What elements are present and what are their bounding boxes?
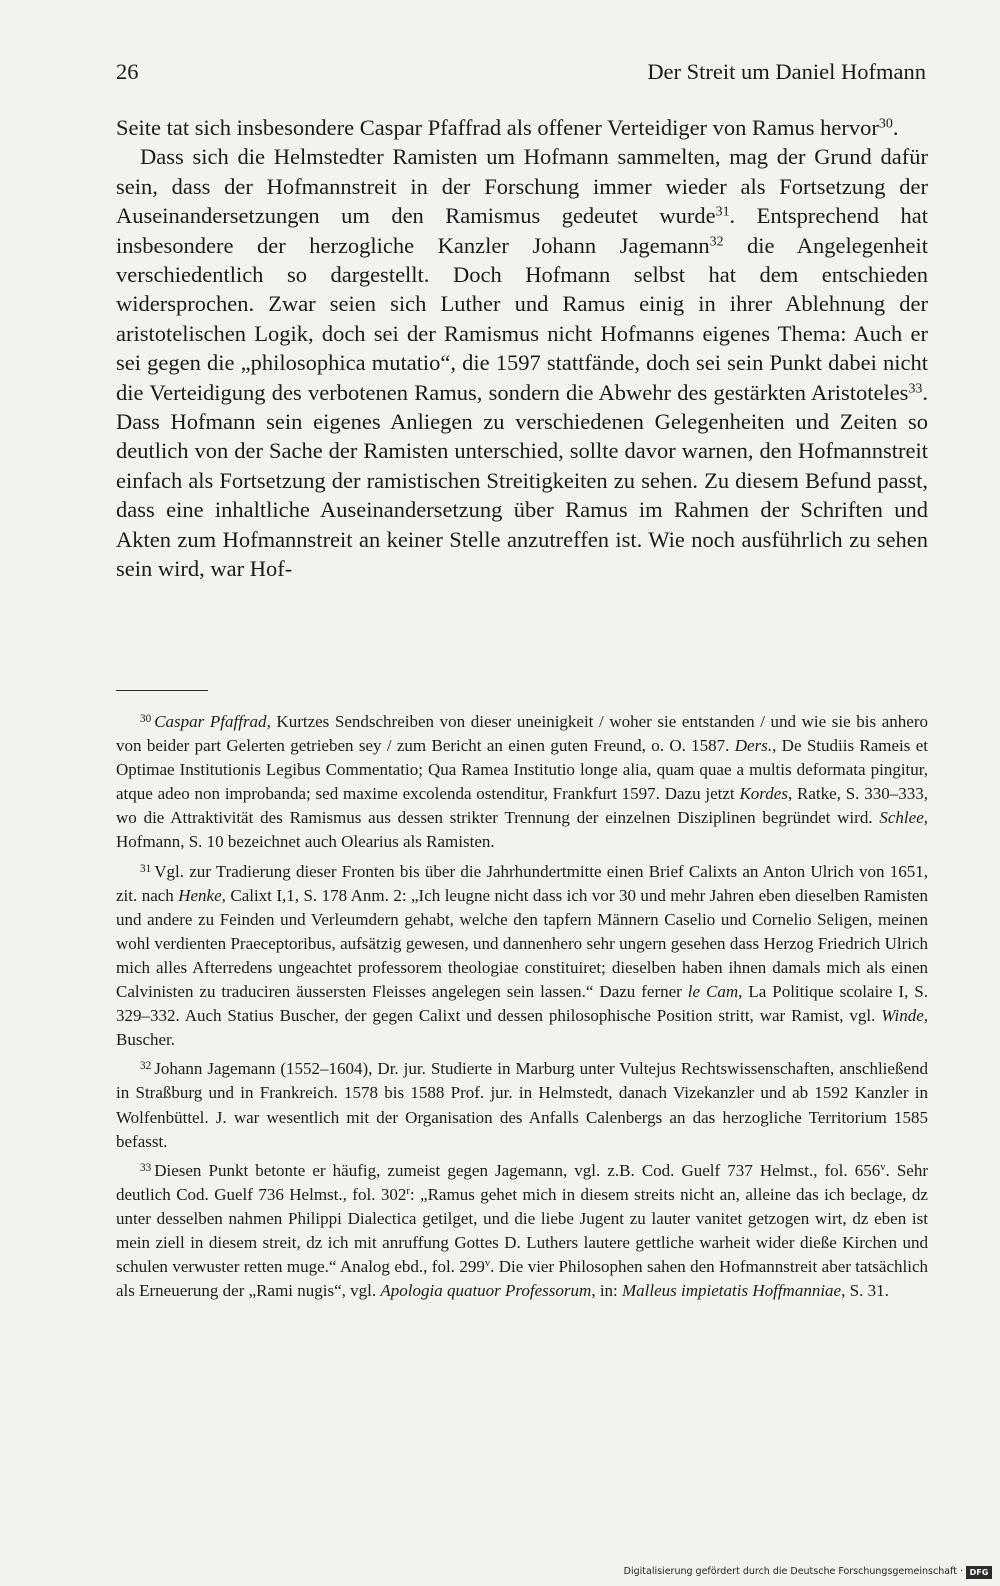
footnote-number: 31 [140, 862, 152, 875]
footnote [116, 710, 928, 855]
footnote-number: 30 [140, 712, 152, 725]
text-run: . [892, 115, 899, 140]
italic-text: Henke [178, 885, 222, 905]
text-run: . Sehr deutlich Cod. Guelf 736 Helmst., fol. 302 [116, 1160, 928, 1204]
text-run: , Kurtzes Sendschreiben von dieser uneinigkeit / woher sie entstanden / und wie sie bis anhero von beider part Gelerten getrieben sey / zum Bericht an einen guten Freund, o. O. 1587. [116, 712, 928, 756]
superscript: 30 [878, 116, 893, 132]
text-run: Seite tat sich insbesondere Caspar Pfaffrad als offener Verteidiger von Ramus hervor [116, 115, 879, 140]
text-run: : „Ramus gehet mich in diesem streits nicht an, alleine das ich beclage, dz unter desselben nahmen Philippi Dialectica getilget, und die liebe Jugent zu lauter vanitet getzogen wirt, dz eben ist mein ziell in diesem streit, dz ich mit anruffung Gottes D. Luthers lautere gettliche warheit wider dieße Kirchen und schulen verwuster retten muge.“ Analog ebd., fol. 299 [116, 1184, 928, 1277]
dfg-logo-icon: DFG [966, 1566, 992, 1579]
text-run: Johann Jagemann (1552–1604), Dr. jur. Studierte in Marburg unter Vultejus Rechtswissenschaften, anschließend in Straßburg und in Frankreich. 1578 bis 1588 Prof. jur. in Helmstedt, danach Vizekanzler und ab 1592 Kanzler in Wolfenbüttel. J. war wesentlich mit der Organisation des Anfalls Calenbergs an das herzogliche Territorium 1585 befasst. [116, 1059, 928, 1151]
italic-text: Caspar Pfaffrad [154, 712, 267, 731]
footnote-number: 33 [140, 1161, 152, 1174]
footnote-number: 32 [140, 1060, 152, 1073]
italic-text: Ders. [734, 736, 773, 756]
text-run: , La Politique scolaire I, S. 329–332. Auch Statius Buscher, der gegen Calixt und dessen philosophische Position stritt, war Ramist, vgl. [116, 982, 928, 1026]
text-run: Diesen Punkt betonte er häufig, zumeist gegen Jagemann, vgl. z.B. Cod. Guelf 737 Helmst., fol. 656 [154, 1160, 881, 1180]
footnote-divider [116, 690, 208, 691]
footnote [116, 860, 928, 1053]
text-run: . Entsprechend hat insbesondere der herzogliche Kanzler Johann Jagemann [116, 203, 928, 258]
page-number: 26 [116, 59, 139, 84]
text-run: . Dass Hofmann sein eigenes Anliegen zu verschiedenen Gelegenheiten und Zeiten so deutlich von der Sache der Ramisten unterschied, sollte davor warnen, den Hofmannstreit einfach als Fortsetzung der ramistischen Streitigkeiten zu sehen. Zu diesem Befund passt, dass eine inhaltliche Auseinandersetzung über Ramus im Rahmen der Schriften und Akten zum Hofmannstreit an keiner Stelle anzutreffen ist. Wie noch ausführlich zu sehen sein wird, war Hof- [116, 379, 928, 582]
body-paragraph [116, 113, 928, 142]
italic-text: Kordes [739, 784, 788, 804]
text-run: , Hofmann, S. 10 bezeichnet auch Olearius als Ramisten. [116, 808, 928, 852]
running-head [116, 58, 926, 86]
italic-text: Schlee [879, 808, 924, 828]
digitization-credit: Digitalisierung gefördert durch die Deutsche Forschungsgemeinschaft · DFG [624, 1564, 992, 1580]
superscript: 32 [709, 233, 724, 249]
superscript: r [406, 1185, 410, 1197]
italic-text: Winde [881, 1006, 924, 1026]
text-run: , Ratke, S. 330–333, wo die Attraktivität des Ramismus aus dessen strikter Trennung der einzelnen Disziplinen begründet wird. [116, 784, 928, 828]
body-text [116, 113, 928, 584]
text-run: . Die vier Philosophen sahen den Hofmannstreit aber tatsächlich als Erneuerung der „Rami nugis“, vgl. [116, 1257, 928, 1301]
text-run: , Calixt I,1, S. 178 Anm. 2: „Ich leugne nicht dass ich vor 30 und mehr Jahren eben dieselben Ramisten und andere zu Feinden und Verleumdern gehabt, welche den tapfern Männern Caselio und Cornelio Seligen, meinen wohl verdienten Praeceptoribus, aufsätzig gewesen, und dannenhero sehr ungern gesehen dass Herzog Friedrich Ulrich mich alles Afterredens ungeachtet professorem theologiae constituiret; dieselben haben ihnen damals mich als einen Calvinisten zu traduciren äussersten Fleisses angelegen sein lassen.“ Dazu ferner [116, 885, 928, 1002]
text-run: die Angelegenheit verschiedentlich so dargestellt. Doch Hofmann selbst hat dem entschieden widersprochen. Zwar seien sich Luther und Ramus einig in ihrer Ablehnung der aristotelischen Logik, doch sei der Ramismus nicht Hofmanns eigenes Thema: Auch er sei gegen die „philosophica mutatio“, die 1597 stattfände, doch sei sein Punkt dabei nicht die Verteidigung des verbotenen Ramus, sondern die Abwehr des gestärkten Aristoteles [116, 232, 928, 405]
italic-text: le Cam [687, 982, 739, 1002]
superscript: v [880, 1161, 886, 1173]
body-paragraph [116, 142, 928, 583]
footnotes-section [116, 710, 928, 1303]
footnote [116, 1057, 928, 1153]
credit-text: Digitalisierung gefördert durch die Deutsche Forschungsgemeinschaft [623, 1566, 957, 1577]
text-run: , in: [591, 1281, 623, 1301]
running-title: Der Streit um Daniel Hofmann [647, 59, 926, 84]
superscript: 33 [908, 380, 923, 396]
text-run: , S. 31. [841, 1281, 889, 1301]
footnote [116, 1159, 928, 1304]
superscript: 31 [715, 204, 730, 220]
text-run: Vgl. zur Tradierung dieser Fronten bis über die Jahrhundertmitte einen Brief Calixts an Anton Ulrich von 1651, zit. nach [116, 861, 928, 905]
italic-text: Malleus impietatis Hoffmanniae [622, 1281, 842, 1301]
superscript: v [484, 1258, 491, 1270]
text-run: , De Studiis Rameis et Optimae Institutionis Legibus Commentatio; Qua Ramea Institutio longe alia, quam quae a multis deformata pingitur, atque adeo non improbanda; sed maxime excolenda ostenditur, Frankfurt 1597. Dazu jetzt [116, 736, 928, 804]
italic-text: Apologia quatuor Professorum [380, 1281, 592, 1301]
text-run: , Buscher. [116, 1006, 928, 1050]
text-run: Dass sich die Helmstedter Ramisten um Hofmann sammelten, mag der Grund dafür sein, dass der Hofmannstreit in der Forschung immer wieder als Fortsetzung der Auseinandersetzungen um den Ramismus gedeutet wurde [116, 144, 928, 229]
